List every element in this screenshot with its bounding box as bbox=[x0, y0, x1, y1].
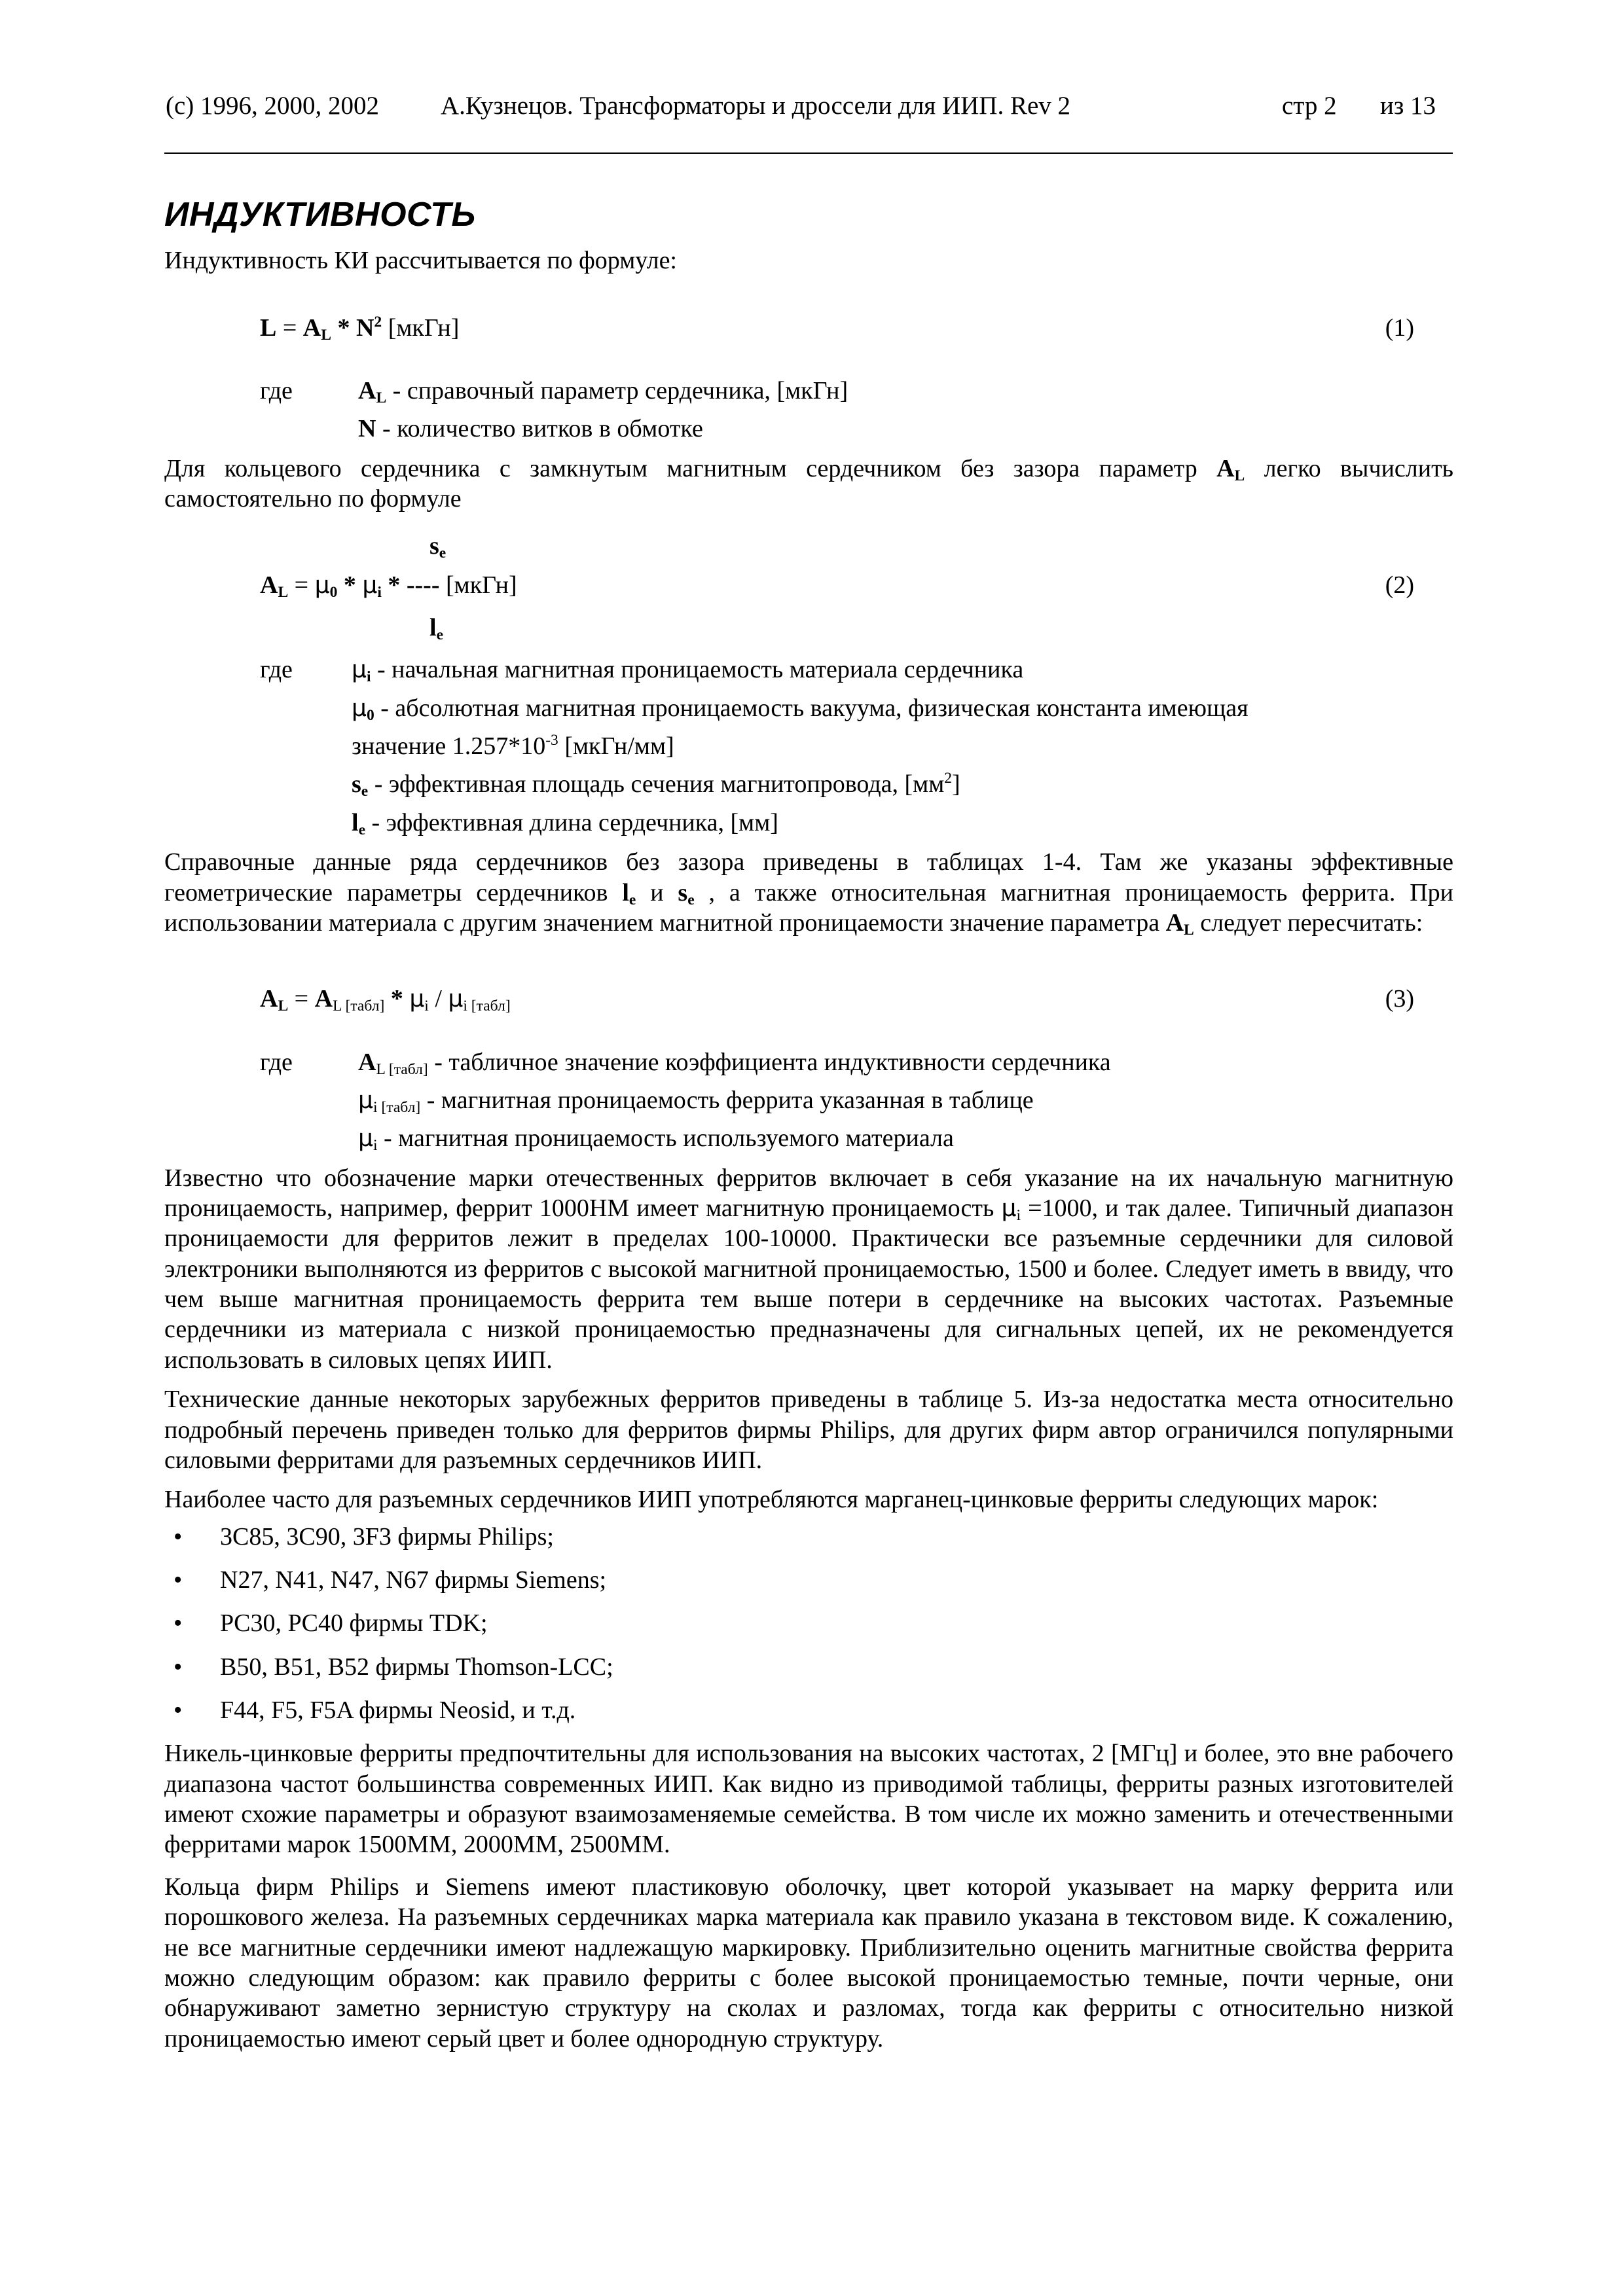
where-def: $\mu_i$ - начальная магнитная проницаемость материала сердечника bbox=[352, 656, 1024, 686]
technical-data-paragraph: Технические данные некоторых зарубежных ферритов приведены в таблице 5. Из-за недостатка места относительно подробный перечень приведен только для ферритов фирмы Philips, для других фирм автор ограничился популярными силовыми ферритами для разъемных сердечников ИИП. bbox=[164, 1386, 1453, 1474]
known-paragraph: Известно что обозначение марки отечественных ферритов включает в себя указание на их начальную магнитную проницаемость, например, феррит 1000НМ имеет магнитную проницаемость $\mu_i =1000$, и так далее. Типичный диапазон проницаемости для ферритов лежит в пределах 100-10000. Практически все разъемные сердечники для силовой электроники выполняются из ферритов с высокой магнитной проницаемостью, 1500 и более. Следует иметь в ввиду, что чем выше магнитная проницаемость феррита тем выше потери в сердечнике на высоких частотах. Разъемные сердечники из материала с низкой проницаемостью предназначены для сигнальных цепей, их не рекомендуется использовать в силовых цепях ИИП. bbox=[164, 1164, 1454, 1374]
header-title: А.Кузнецов. Трансформаторы и дроссели для ИИП. Rev 2 bbox=[441, 92, 1071, 120]
where-def: $\mu_i$ - магнитная проницаемость используемого материала bbox=[358, 1124, 954, 1155]
formula-2 bbox=[164, 518, 1453, 645]
where-def: $s_e$ - эффективная площадь сечения магнитопровода, $[мм^2]$ bbox=[352, 770, 960, 800]
formula-1-number: (1) bbox=[1385, 314, 1414, 342]
formula-2-expression: $A_L = \mu_0 * \mu_i$ * ---- [мкГн] bbox=[260, 571, 517, 601]
where-def: $\mu_0$ - абсолютная магнитная проницаемость вакуума, физическая константа имеющая bbox=[352, 694, 1249, 724]
rings-paragraph: Кольца фирм Philips и Siemens имеют пластиковую оболочку, цвет которой указывает на марку феррита или порошкового железа. На разъемных сердечниках марка материала как правило указана в текстовом виде. К сожалению, не все магнитные сердечники имеют надлежащую маркировку. Приблизительно оценить магнитные свойства феррита можно следующим образом: как правило ферриты с более высокой проницаемостью темные, почти черные, они обнаруживают заметно зернистую структуру на сколах и разломах, тогда как ферриты с относительно низкой проницаемостью имеют серый цвет и более однородную структуру. bbox=[164, 1873, 1453, 2053]
header-copyright: (c) 1996, 2000, 2002 bbox=[166, 92, 380, 120]
nickel-zinc-paragraph: Никель-цинковые ферриты предпочтительны для использования на высоких частотах, 2 [МГц] и более, это вне рабочего диапазона частот большинства современных ИИП. Как видно из приводимой таблицы, ферриты разных изготовителей имеют схожие параметры и образуют взаимозаменяемые семейства. В том числе их можно заменить и отечественными ферритами марок 1500ММ, 2000ММ, 2500ММ. bbox=[164, 1740, 1453, 1859]
where-block-2 bbox=[260, 655, 1453, 838]
where-label: где bbox=[260, 376, 293, 404]
formula-2-number: (2) bbox=[1385, 571, 1414, 600]
formula-3-expression: $A_L = A_{L [табл]} * \mu_i / \mu_{i [табл]}$ bbox=[260, 985, 511, 1015]
where-label: где bbox=[260, 1048, 293, 1076]
where-block-3 bbox=[260, 1047, 1453, 1154]
page-header bbox=[166, 91, 1452, 130]
header-rule bbox=[164, 152, 1453, 154]
formula-1-expression: $L = A_L * N^2$ [мкГн] bbox=[260, 313, 460, 344]
section-title: ИНДУКТИВНОСТЬ bbox=[164, 196, 476, 234]
formula-3 bbox=[164, 984, 1453, 1014]
list-item: • B50, B51, B52 фирмы Thomson-LCC; bbox=[173, 1653, 613, 1681]
formula-1 bbox=[164, 313, 1453, 343]
often-used-paragraph: Наиболее часто для разъемных сердечников ИИП употребляются марганец-цинковые ферриты следующих марок: bbox=[164, 1486, 1379, 1514]
ferrite-list bbox=[164, 1522, 1453, 1726]
where-def: $l_e$ - эффективная длина сердечника, [мм] bbox=[352, 808, 778, 838]
list-item: • 3C85, 3C90, 3F3 фирмы Philips; bbox=[173, 1522, 554, 1551]
ring-core-paragraph: Для кольцевого сердечника с замкнутым магнитным сердечником без зазора параметр $A_L$ легко вычислить самостоятельно по формуле bbox=[164, 454, 1454, 512]
intro-paragraph: Индуктивность КИ рассчитывается по формуле: bbox=[164, 247, 677, 275]
formula-3-number: (3) bbox=[1385, 985, 1414, 1013]
reference-paragraph: Справочные данные ряда сердечников без зазора приведены в таблицах 1-4. Там же указаны эффективные геометрические параметры сердечников $l_e$ и $s_e$ , а также относительная магнитная проницаемость феррита. При использовании материала с другим значением магнитной проницаемости значение параметра $A_L$ следует пересчитать: bbox=[164, 848, 1454, 939]
formula-2-numerator: $s_e$ bbox=[429, 532, 447, 562]
header-page-number: стр 2 bbox=[1282, 92, 1337, 120]
list-item: • N27, N41, N47, N67 фирмы Siemens; bbox=[173, 1566, 607, 1594]
where-def: значение $1.257*10^{-3}$ [мкГн/мм] bbox=[352, 731, 674, 761]
list-item: • F44, F5, F5A фирмы Neosid, и т.д. bbox=[173, 1696, 576, 1725]
list-item: • PC30, PC40 фирмы TDK; bbox=[173, 1609, 488, 1638]
where-label: где bbox=[260, 656, 293, 684]
where-def: N - количество витков в обмотке bbox=[358, 415, 703, 443]
where-def: $A_L$ - справочный параметр сердечника, [мкГн] bbox=[358, 376, 848, 406]
document-body bbox=[164, 182, 1453, 2054]
where-block-1 bbox=[260, 376, 1453, 444]
where-def: $A_{L [табл]}$ - табличное значение коэффициента индуктивности сердечника bbox=[358, 1048, 1111, 1078]
where-def: $\mu_{i [табл]}$ - магнитная проницаемость феррита указанная в таблице bbox=[358, 1086, 1034, 1116]
formula-2-denominator: $l_e$ bbox=[429, 614, 444, 644]
header-page-total: из 13 bbox=[1380, 92, 1436, 120]
